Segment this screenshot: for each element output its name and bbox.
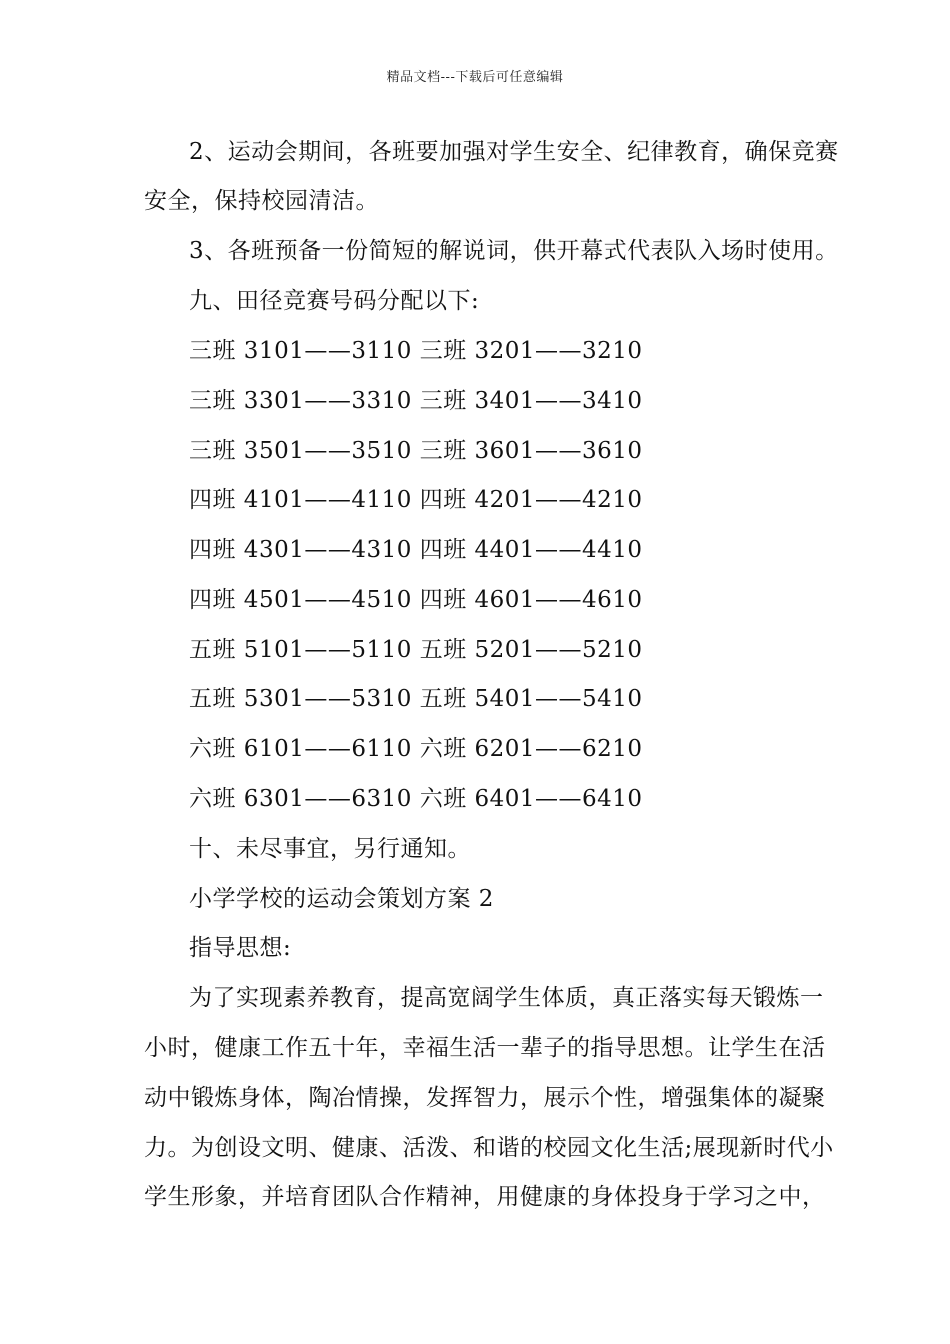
paragraph-line: 学生形象，并培育团队合作精神，用健康的身体投身于学习之中， bbox=[144, 1184, 826, 1210]
number-range-line: 四班 4301——4310 四班 4401——4410 bbox=[189, 537, 643, 563]
number-range-line: 三班 3301——3310 三班 3401——3410 bbox=[189, 388, 643, 414]
paragraph-line: 小时，健康工作五十年，幸福生活一辈子的指导思想。让学生在活 bbox=[144, 1035, 826, 1061]
paragraph-line: 安全，保持校园清洁。 bbox=[144, 188, 379, 214]
number-range-line: 六班 6101——6110 六班 6201——6210 bbox=[189, 736, 643, 762]
section-heading: 九、田径竞赛号码分配以下: bbox=[189, 288, 480, 314]
number-range-line: 四班 4101——4110 四班 4201——4210 bbox=[189, 487, 643, 513]
section-heading: 十、未尽事宜，另行通知。 bbox=[189, 836, 471, 862]
number-range-line: 五班 5301——5310 五班 5401——5410 bbox=[189, 686, 643, 712]
number-range-line: 三班 3501——3510 三班 3601——3610 bbox=[189, 438, 643, 464]
page-header: 精品文档---下载后可任意编辑 bbox=[386, 70, 564, 85]
paragraph-line: 3、各班预备一份简短的解说词，供开幕式代表队入场时使用。 bbox=[189, 238, 839, 264]
number-range-line: 六班 6301——6310 六班 6401——6410 bbox=[189, 786, 643, 812]
paragraph-line: 动中锻炼身体，陶冶情操，发挥智力，展示个性，增强集体的凝聚 bbox=[144, 1085, 826, 1111]
section-heading: 指导思想: bbox=[189, 935, 292, 961]
number-range-line: 四班 4501——4510 四班 4601——4610 bbox=[189, 587, 643, 613]
paragraph-line: 2、运动会期间，各班要加强对学生安全、纪律教育，确保竞赛 bbox=[189, 139, 839, 165]
number-range-line: 三班 3101——3110 三班 3201——3210 bbox=[189, 338, 643, 364]
number-range-line: 五班 5101——5110 五班 5201——5210 bbox=[189, 637, 643, 663]
paragraph-line: 力。为创设文明、健康、活泼、和谐的校园文化生活;展现新时代小 bbox=[144, 1135, 834, 1161]
paragraph-line: 为了实现素养教育，提高宽阔学生体质，真正落实每天锻炼一 bbox=[189, 985, 824, 1011]
document-subtitle: 小学学校的运动会策划方案 2 bbox=[189, 886, 494, 912]
